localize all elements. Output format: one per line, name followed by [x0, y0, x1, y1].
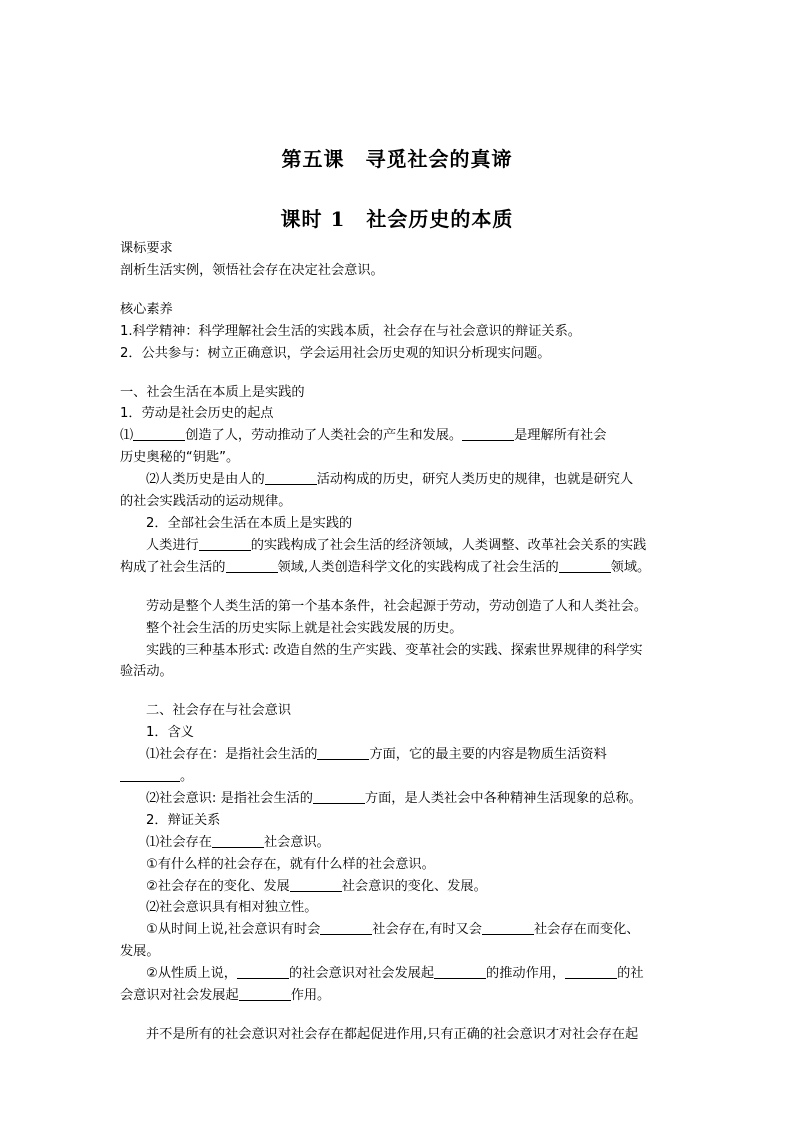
section1-p1-cont: 历史奥秘的“钥匙”。: [120, 450, 240, 466]
note-3-cont: 验活动。: [120, 664, 173, 680]
relation-5-cont: 发展。: [120, 944, 160, 960]
blank: [559, 558, 611, 573]
relation-5: ①从时间上说,社会意识有时会 社会存在,有时又会 社会存在而变化、: [146, 922, 640, 938]
relation-2: ①有什么样的社会存在，就有什么样的社会意识。: [146, 856, 435, 872]
relation-6: ②从性质上说， 的社会意识对社会发展起 的推动作用， 的社: [146, 966, 644, 982]
definition-1-cont: 。: [120, 766, 682, 788]
blank: [226, 558, 278, 573]
document-body: [120, 238, 682, 1046]
section1-sub1: 1．劳动是社会历史的起点: [120, 406, 274, 422]
blank: [320, 920, 372, 935]
literacy-heading: 核心素养: [120, 301, 173, 317]
blank: [317, 745, 369, 760]
section1-heading: 一、社会生活在本质上是实践的: [120, 384, 305, 400]
lesson-title: 第五课 寻觅社会的真谛: [281, 147, 513, 171]
requirements-text: 剖析生活实例，领悟社会存在决定社会意识。: [120, 262, 384, 278]
relation-3: ②社会存在的变化、发展 社会意识的变化、发展。: [146, 878, 487, 894]
blank: [290, 877, 342, 892]
blank: [482, 920, 534, 935]
relation-4: ⑵社会意识具有相对独立性。: [146, 900, 318, 916]
note-3: 实践的三种基本形式: 改造自然的生产实践、变革社会的实践、探索世界规律的科学实: [146, 642, 643, 658]
note-1: 劳动是整个人类生活的第一个基本条件，社会起源于劳动，劳动创造了人和人类社会。: [146, 598, 648, 614]
blank: [199, 536, 251, 551]
blank: [434, 964, 486, 979]
blank: [462, 426, 514, 441]
section2-heading: 二、社会存在与社会意识: [146, 703, 292, 719]
requirements-heading: 课标要求: [120, 241, 173, 256]
section1-p3: 人类进行 的实践构成了社会生活的经济领域，人类调整、改革社会关系的实践: [146, 537, 647, 553]
blank: [120, 767, 180, 782]
blank: [265, 470, 317, 485]
blank: [237, 964, 289, 979]
note-4: 并不是所有的社会意识对社会存在都起促进作用,只有正确的社会意识才对社会存在起: [146, 1027, 639, 1042]
blank: [313, 789, 365, 804]
section1-p2-cont: 的社会实践活动的运动规律。: [120, 494, 292, 510]
definition-2: ⑵社会意识: 是指社会生活的 方面，是人类社会中各种精神生活现象的总称。: [146, 790, 642, 806]
note-2: 整个社会生活的历史实际上就是社会实践发展的历史。: [146, 620, 463, 636]
section1-sub2: 2．全部社会生活在本质上是实践的: [146, 515, 353, 531]
literacy-item-2: 2．公共参与：树立正确意识，学会运用社会历史观的知识分析现实问题。: [120, 345, 551, 361]
definition-1: ⑴社会存在：是指社会生活的 方面，它的最主要的内容是物质生活资料: [146, 747, 607, 763]
section1-p2: ⑵人类历史是由人的 活动构成的历史，研究人类历史的规律，也就是研究人: [146, 472, 634, 488]
section1-p1: ⑴ 创造了人，劳动推动了人类社会的产生和发展。 是理解所有社会: [120, 428, 607, 444]
lesson-subtitle: 课时 1 社会历史的本质: [280, 207, 514, 231]
section2-sub1: 1．含义: [146, 725, 194, 741]
section2-sub2: 2．辩证关系: [146, 812, 221, 828]
blank: [239, 986, 291, 1001]
blank: [133, 426, 185, 441]
relation-1: ⑴社会存在 社会意识。: [146, 834, 330, 850]
blank: [565, 964, 617, 979]
blank: [212, 833, 264, 848]
relation-6-cont: 会意识对社会发展起 作用。: [120, 988, 331, 1004]
section1-p3-cont: 构成了社会生活的 领域,人类创造科学文化的实践构成了社会生活的 领域。: [120, 559, 651, 575]
literacy-item-1: 1.科学精神：科学理解社会生活的实践本质，社会存在与社会意识的辩证关系。: [120, 323, 581, 339]
